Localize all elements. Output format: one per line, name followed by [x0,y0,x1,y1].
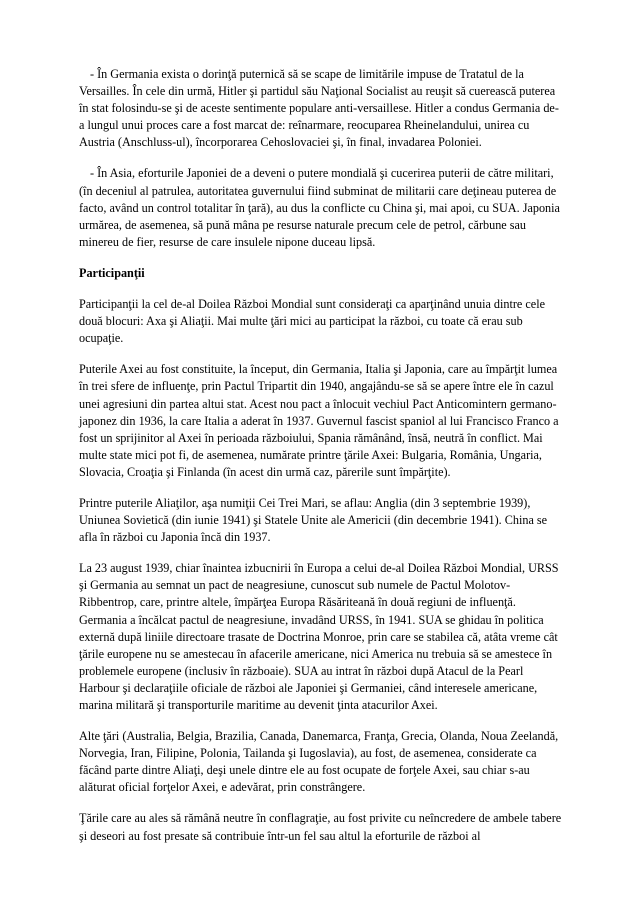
paragraph-germany: - În Germania exista o dorinţă puternică să se scape de limitările impuse de Tratatul de la Versailles. În cele din urmă, Hitler şi partidul său Naţional Socialist au reuşit să cuerească puterea în stat folosindu-se şi de aceste sentimente populare anti-versaillese. Hitler a condus Germania de-a lungul unui proces care a fost marcat de: reînarmare, reocuparea Rheinelandului, unirea cu Austria (Anschluss-ul), încorporarea Cehoslovaciei şi, în final, invadarea Poloniei. [79,67,559,150]
paragraph-molotov-ribbentrop: La 23 august 1939, chiar înaintea izbucnirii în Europa a celui de-al Doilea Război Mondial, URSS şi Germania au semnat un pact de neagresiune, cunoscut sub numele de Pactul Molotov-Ribbentrop, care, printre altele, împărţea Europa Răsăriteană în două regiuni de influenţă. Germania a încălcat pactul de neagresiune, invadând URSS, în 1941. SUA se ghidau în politica externă după liniile directoare trasate de Doctrina Monroe, prin care se stabilea că, atâta vreme cât ţările europene nu se amestecau în afacerile americane, nici America nu trebuia să se amestece în problemele europene (inclusiv în războaie). SUA au intrat în război după Atacul de la Pearl Harbour şi declaraţiile oficiale de război ale Japoniei şi Germaniei, când interesele americane, marina militară şi transporturile maritime au devenit ţinta atacurilor Axei. [79,561,559,712]
section-heading: Participanţii [79,265,145,280]
paragraph-other-allies: Alte ţări (Australia, Belgia, Brazilia, Canada, Danemarca, Franţa, Grecia, Olanda, Noua Zeelandă, Norvegia, Iran, Filipine, Polonia, Tailanda şi Iugoslavia), au fost, de asemenea, considerate ca făcând parte dintre Aliaţi, deşi unele dintre ele au fost ocupate de forţele Axei, sau chiar s-au alăturat oficial forţelor Axei, e adevărat, prin constrângere. [79,729,559,795]
paragraph-allied-powers: Printre puterile Aliaţilor, aşa numiţii Cei Trei Mari, se aflau: Anglia (din 3 septembrie 1939), Uniunea Sovietică (din iunie 1941) şi Statele Unite ale Americii (din decembrie 1941). China se afla în război cu Japonia încă din 1937. [79,495,548,545]
paragraph-asia: - În Asia, eforturile Japoniei de a deveni o putere mondială şi cucerirea puterii de către militari, (în deceniul al patrulea, autoritatea guvernului fiind subminat de militarii care deţineau puterea de facto, având un control totalitar în ţară), au dus la conflicte cu China şi, mai apoi, cu SUA. Japonia urmărea, de asemenea, să pună mâna pe resurse naturale precum cele de petrol, cărbune sau minereu de fier, resurse de care insulele nipone duceau lipsă. [79,166,560,249]
paragraph-neutral-countries: Ţările care au ales să rămână neutre în conflagraţie, au fost privite cu neîncredere de ambele tabere şi deseori au fost presate să contribuie într-un fel sau altul la eforturile de război al [79,811,562,843]
document-page [79,66,563,859]
paragraph-participants: Participanţii la cel de-al Doilea Război Mondial sunt consideraţi ca aparţinând unuia dintre cele două blocuri: Axa şi Aliaţii. Mai multe ţări mici au participat la război, cu toate că erau sub ocupaţie. [79,297,545,346]
paragraph-axis-powers: Puterile Axei au fost constituite, la început, din Germania, Italia şi Japonia, care au împărţit lumea în trei sfere de influenţe, prin Pactul Tripartit din 1940, angajându-se să se apere între ele în cazul unei agresiuni din partea altui stat. Acest nou pact a înlocuit vechiul Pact Anticomintern germano-japonez din 1936, la care Italia a aderat în 1937. Guvernul fascist spaniol al lui Francisco Franco a fost un sprijinitor al Axei în perioada războiului, Spania rămânând, însă, neutră în conflict. Mai multe state mici pot fi, de asemenea, numărate printre ţările Axei: Bulgaria, România, Ungaria, Slovacia, Croaţia şi Finlanda (în acest din urmă caz, părerile sunt împărţite). [79,362,559,479]
